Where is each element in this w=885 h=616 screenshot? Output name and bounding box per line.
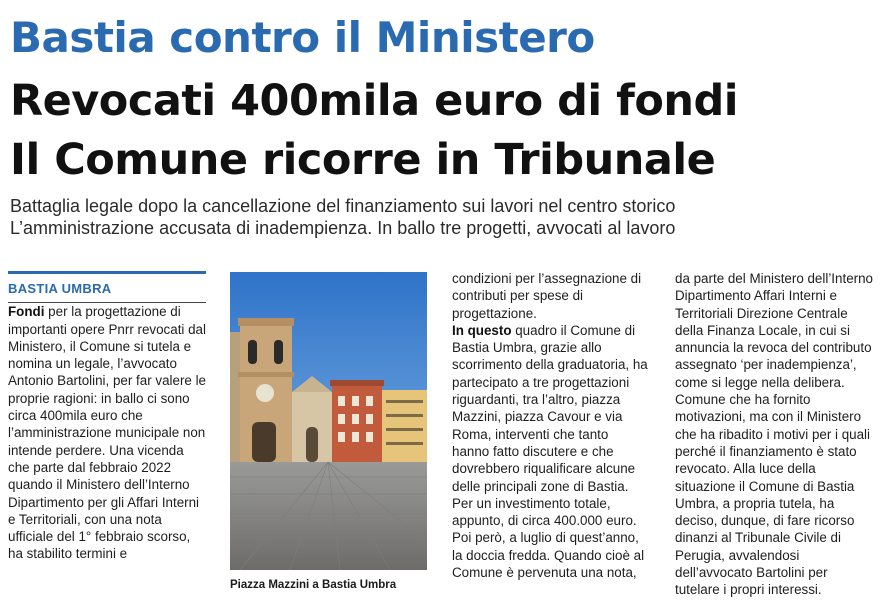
- headline-line-1: Revocati 400mila euro di fondi: [10, 76, 739, 126]
- column-3-text: quadro il Comune di Bastia Umbra, grazie allo scorrimento della graduatoria, ha partecipato a tre progettazioni riguardanti, tra l’altro, piazza Mazzini, piazza Cavour e via Roma, interventi che tanto hanno fatto discutere e che dovrebbero riqualificare alcune delle principali zone di Bastia. Per un investimento totale, appunto, di circa 400.000 euro. Poi però, a luglio di quest’anno, la doccia fredda. Quando cioè al Comune è pervenuta una nota,: [452, 322, 648, 581]
- column-1-text: per la progettazione di importanti opere Pnrr revocati dal Ministero, il Comune si tutela e nomina un legale, l’avvocato Antonio Bartolini, per far valere le proprie ragioni: in ballo ci sono circa 400mila euro che l’amministrazione municipale non intende perdere. Una vicenda che parte dal febbraio 2022 quando il Ministero dell’Interno Dipartimento per gli Affari Interni e Territoriali, con una nota ufficiale del 1° febbraio scorso, ha stabilito termini e: [8, 304, 206, 562]
- column-3-paragraph-1: condizioni per l’assegnazione di contributi per spese di progettazione.: [452, 271, 642, 321]
- article-photo: [230, 272, 427, 570]
- lead-phrase: In questo: [452, 322, 512, 338]
- photo-caption: Piazza Mazzini a Bastia Umbra: [230, 579, 397, 591]
- article-column-4: [675, 270, 875, 599]
- article-column-1: [8, 270, 206, 563]
- kicker-headline: Bastia contro il Ministero: [10, 13, 595, 62]
- piazza-photo-illustration: [230, 272, 427, 570]
- headline-line-2: Il Comune ricorre in Tribunale: [10, 135, 716, 185]
- subhead-line-1: Battaglia legale dopo la cancellazione del finanziamento sui lavori nel centro storico: [10, 196, 676, 216]
- column-4-paragraph: da parte del Ministero dell’Interno Dipartimento Affari Interni e Territoriali Direzione Centrale della Finanza Locale, in cui si annuncia la revoca del contributo assegnato ‘per inadempienza’, come si legge nella delibera. Comune che ha fornito motivazioni, ma con il Ministero che ha ribadito i motivi per i quali perché il finanziamento è stato revocato. Alla luce della situazione il Comune di Bastia Umbra, a propria tutela, ha deciso, dunque, di fare ricorso dinanzi al Tribunale Civile di Perugia, avvalendosi dell’avvocato Bartolini per tutelare i propri interessi.: [675, 271, 873, 598]
- subhead-line-2: L’amministrazione accusata di inadempienza. In ballo tre progetti, avvocati al lavoro: [10, 218, 676, 238]
- column-1-paragraph: [8, 303, 206, 562]
- lead-word: Fondi: [8, 304, 45, 320]
- section-tag: BASTIA UMBRA: [8, 271, 206, 303]
- column-3-paragraph-2: [452, 322, 648, 581]
- subheadline: [10, 195, 880, 239]
- article-column-3: [452, 270, 648, 581]
